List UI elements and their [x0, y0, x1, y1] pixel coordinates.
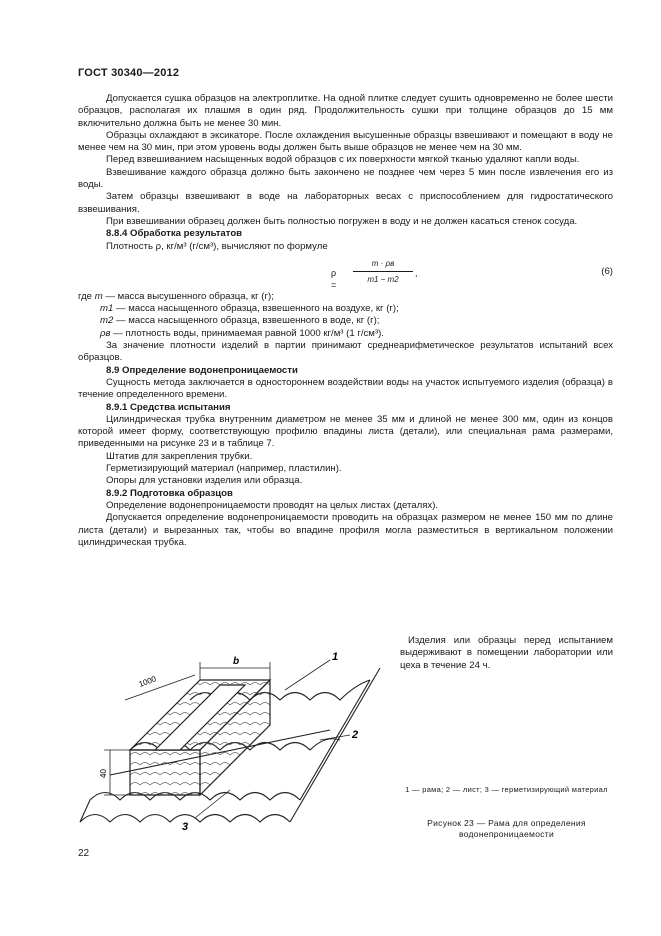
where-item: [78, 303, 613, 315]
paragraph: Взвешивание каждого образца должно быть закончено не позднее чем через 5 мин после извлечения его из воды.: [78, 166, 613, 191]
formula-denominator: m1 − m2: [367, 274, 399, 284]
side-paragraph: [400, 635, 613, 672]
var-m-desc: — масса высушенного образца, кг (г);: [105, 290, 274, 302]
label-40: 40: [99, 769, 108, 778]
frame: [130, 680, 270, 795]
where-list: [78, 291, 613, 303]
page-number: 22: [78, 848, 90, 859]
side-paragraph-text: Изделия или образцы перед испытанием выдерживают в помещении лаборатории или цеха в течение 24 ч.: [400, 635, 613, 671]
where-item: [78, 315, 613, 327]
document-header: ГОСТ 30340—2012: [78, 67, 180, 79]
paragraph: Герметизирующий материал (например, пластилин).: [106, 463, 342, 475]
paragraph: Допускается определение водонепроницаемости проводить на образцах размером не менее 150 мм по длине листа (детали) и вырезанных так, чтобы во впадине профиля могла разместиться в вертикальном положении цилиндрическая трубка.: [78, 512, 613, 548]
label-1000: 1000: [137, 674, 158, 689]
fraction-bar: [353, 271, 413, 272]
var-m2-desc: — масса насыщенного образца, взвешенного в воде, кг (г);: [116, 315, 380, 327]
where-item: [78, 328, 613, 340]
formula-lhs: ρ =: [331, 267, 337, 291]
figure-caption: Рисунок 23 — Рама для определения водонепроницаемости: [427, 818, 586, 839]
paragraph: За значение плотности изделий в партии принимают среднеарифметическое результатов испытаний всех образцов.: [78, 340, 613, 364]
formula-comma: ,: [415, 267, 418, 278]
var-m1-desc: — масса насыщенного образца, взвешенного на воздухе, кг (г);: [116, 303, 399, 315]
paragraph: Допускается сушка образцов на электроплитке. На одной плитке следует сушить одновременно не более шести образцов, располагая их плашмя в один ряд. Продолжительность сушки при толщине образцов до 15 мм включительно должна быть не менее 30 мин.: [78, 93, 613, 129]
var-m1: m1: [100, 303, 114, 315]
paragraph: Образцы охлаждают в эксикаторе. После охлаждения высушенные образцы взвешивают и помещают в воду не менее чем на 30 мин, при этом уровень воды должен быть выше образцов не менее чем на 30 мм.: [78, 129, 613, 154]
figure-legend: 1 — рама; 2 — лист; 3 — герметизирующий материал: [405, 785, 608, 794]
paragraph: Штатив для закрепления трубки.: [106, 450, 253, 462]
paragraph: Затем образцы взвешивают в воде на лабораторных весах с приспособлением для гидростатического взвешивания.: [78, 191, 613, 215]
formula-numerator: m · ρв: [371, 258, 395, 268]
equation-number: (6): [601, 265, 613, 277]
callout-1: 1: [332, 651, 339, 663]
label-b: b: [233, 656, 240, 667]
section-heading-8-9: 8.9 Определение водонепроницаемости: [106, 364, 298, 376]
var-m2: m2: [100, 315, 114, 327]
var-m: m: [94, 290, 103, 302]
paragraph: Определение водонепроницаемости проводят на целых листах (деталях).: [106, 499, 439, 511]
var-rho-w-desc: — плотность воды, принимаемая равной 1000 кг/м³ (1 г/см³).: [113, 327, 384, 339]
paragraph: Плотность ρ, кг/м³ (г/см³), вычисляют по формуле: [106, 240, 328, 252]
main-text: [78, 93, 613, 549]
paragraph: Сущность метода заключается в одностороннем воздействии воды на участок испытуемого изделия (образца) в течение определенного времени.: [78, 376, 613, 401]
callout-3: 3: [182, 821, 189, 833]
figure-23-drawing: [70, 640, 390, 840]
var-rho-w: ρв: [100, 327, 111, 339]
section-heading-8-9-1: 8.9.1 Средства испытания: [106, 401, 231, 413]
paragraph: Цилиндрическая трубка внутренним диаметром не менее 35 мм и длиной не менее 300 мм, один из концов которой имеет форму, соответствующую профилю впадины листа (детали), или специальная рама размерами, приведенными на рисунке 23 и в таблице 7.: [78, 413, 613, 450]
paragraph: Перед взвешиванием насыщенных водой образцов с их поверхности мягкой тканью удаляют капли воды.: [106, 154, 580, 166]
paragraph: При взвешивании образец должен быть полностью погружен в воду и не должен касаться стенок сосуда.: [106, 215, 578, 227]
where-intro: где: [78, 290, 93, 302]
section-heading-8-9-2: 8.9.2 Подготовка образцов: [106, 487, 233, 499]
callout-2: 2: [352, 729, 359, 741]
formula-6: [78, 255, 613, 289]
paragraph: Опоры для установки изделия или образца.: [106, 475, 303, 487]
section-heading-8-8-4: 8.8.4 Обработка результатов: [106, 228, 243, 240]
